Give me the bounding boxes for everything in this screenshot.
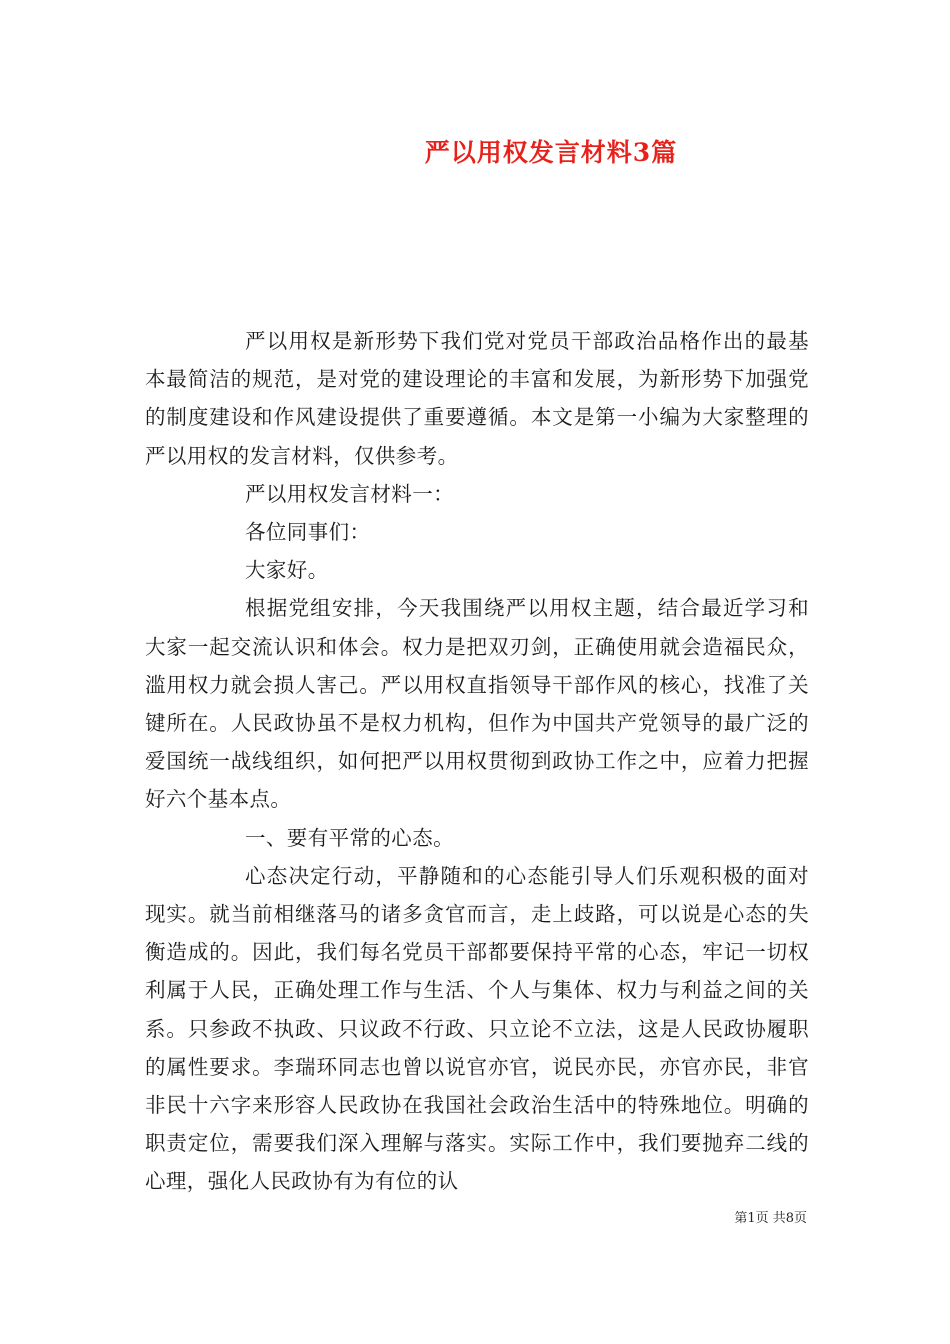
salutation: 各位同事们： — [245, 520, 371, 545]
section-heading: 严以用权发言材料一： — [245, 481, 454, 506]
intro-paragraph: 严以用权是新形势下我们党对党员干部政治品格作出的最基本最简洁的规范，是对党的建设理论的丰富和发展，为新形势下加强党的制度建设和作风建设提供了重要遵循。本文是第一小编为大家整理的严以用权的发言材料，仅供参考。 — [145, 329, 809, 468]
document-body — [145, 322, 809, 1201]
point-heading: 一、要有平常的心态。 — [245, 825, 454, 850]
body-paragraph: 根据党组安排，今天我围绕严以用权主题，结合最近学习和大家一起交流认识和体会。权力是把双刃剑，正确使用就会造福民众，滥用权力就会损人害己。严以用权直指领导干部作风的核心，找准了关键所在。人民政协虽不是权力机构，但作为中国共产党领导的最广泛的爱国统一战线组织，如何把严以用权贯彻到政协工作之中，应着力把握好六个基本点。 — [145, 596, 809, 812]
page-number-footer: 第1页 共8页 — [734, 1211, 807, 1226]
body-paragraph: 心态决定行动，平静随和的心态能引导人们乐观积极的面对现实。就当前相继落马的诸多贪官而言，走上歧路，可以说是心态的失衡造成的。因此，我们每名党员干部都要保持平常的心态，牢记一切权利属于人民，正确处理工作与生活、个人与集体、权力与利益之间的关系。只参政不执政、只议政不行政、只立论不立法，这是人民政协履职的属性要求。李瑞环同志也曾以说官亦官，说民亦民，亦官亦民，非官非民十六字来形容人民政协在我国社会政治生活中的特殊地位。明确的职责定位，需要我们深入理解与落实。实际工作中，我们要抛弃二线的心理，强化人民政协有为有位的认 — [145, 863, 809, 1194]
document-title: 严以用权发言材料3篇 — [424, 138, 678, 167]
greeting: 大家好。 — [245, 558, 329, 583]
